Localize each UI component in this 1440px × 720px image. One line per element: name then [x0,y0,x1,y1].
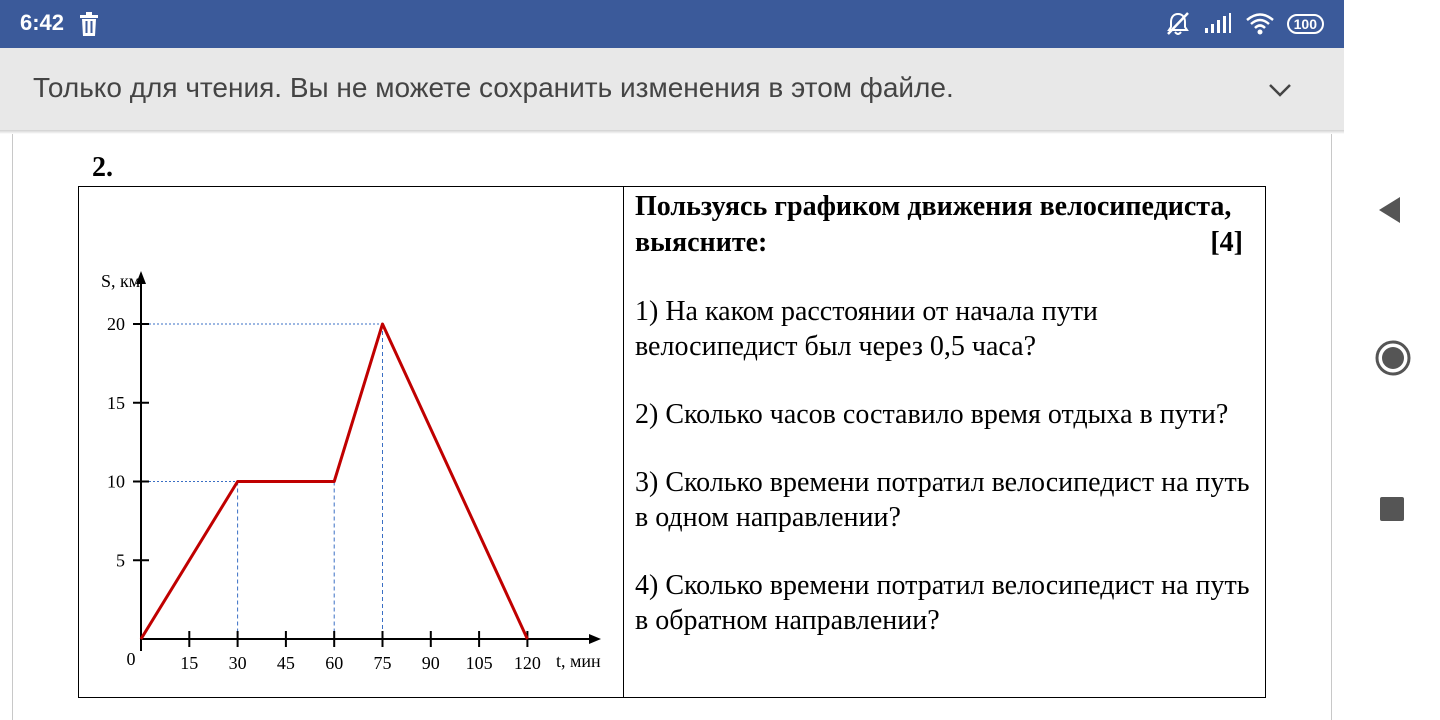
trash-icon [78,12,100,36]
distance-time-chart [79,187,623,697]
x-tick-label: 120 [513,653,541,673]
y-axis-label: S, км [101,271,141,291]
y-tick-label: 10 [107,471,125,492]
question-2: 2) Сколько часов составило время отдыха в пути? [635,399,1229,430]
task-table [78,186,1266,698]
x-tick-label: 60 [325,653,344,673]
x-tick-label: 45 [276,653,295,673]
task-title [635,189,1255,261]
question-1: 1) На каком расстоянии от начала пути велосипедист был через 0,5 часа? [635,296,1098,362]
x-tick-label: 15 [180,653,199,673]
wifi-icon [1245,12,1275,36]
status-time: 6:42 [20,10,65,35]
y-tick-label: 15 [107,392,125,413]
status-icons [1165,10,1324,38]
x-tick-label: 105 [465,653,493,673]
banner-shadow [0,130,1344,134]
question-3: 3) Сколько времени потратил велосипедист на путь в одном направлении? [635,467,1250,533]
read-only-banner [0,48,1344,130]
x-axis-arrow [589,634,601,644]
task-title-text: Пользуясь графиком движения велосипедиста, выясните: [635,191,1232,258]
page-edge-left [12,134,13,720]
page-edge-right [1331,134,1332,720]
notifications-off-icon [1165,11,1191,37]
y-tick-label: 5 [116,550,125,571]
x-tick-label: 75 [373,653,392,673]
question-4: 4) Сколько времени потратил велосипедист на путь в обратном направлении? [635,570,1250,636]
navigation-bar [1344,0,1440,720]
chevron-down-icon[interactable] [1268,78,1292,102]
read-only-message: Только для чтения. Вы не можете сохранить изменения в этом файле. [33,72,954,103]
graph-cell [79,187,623,697]
cell-divider [623,187,624,697]
y-tick-label: 20 [107,314,125,334]
back-icon[interactable] [1378,196,1402,224]
x-tick-label: 90 [421,653,440,673]
recents-icon[interactable] [1380,497,1404,521]
x-axis-label: t, мин [556,651,601,671]
battery-icon: 100 [1287,14,1324,34]
home-icon[interactable] [1375,340,1411,376]
status-bar [0,0,1344,48]
x-tick-label: 30 [228,653,247,673]
signal-icon [1203,13,1233,35]
task-points: [4] [1210,227,1243,258]
task-number: 2. [92,152,113,183]
questions-cell [635,187,1255,638]
origin-label: 0 [126,649,136,669]
